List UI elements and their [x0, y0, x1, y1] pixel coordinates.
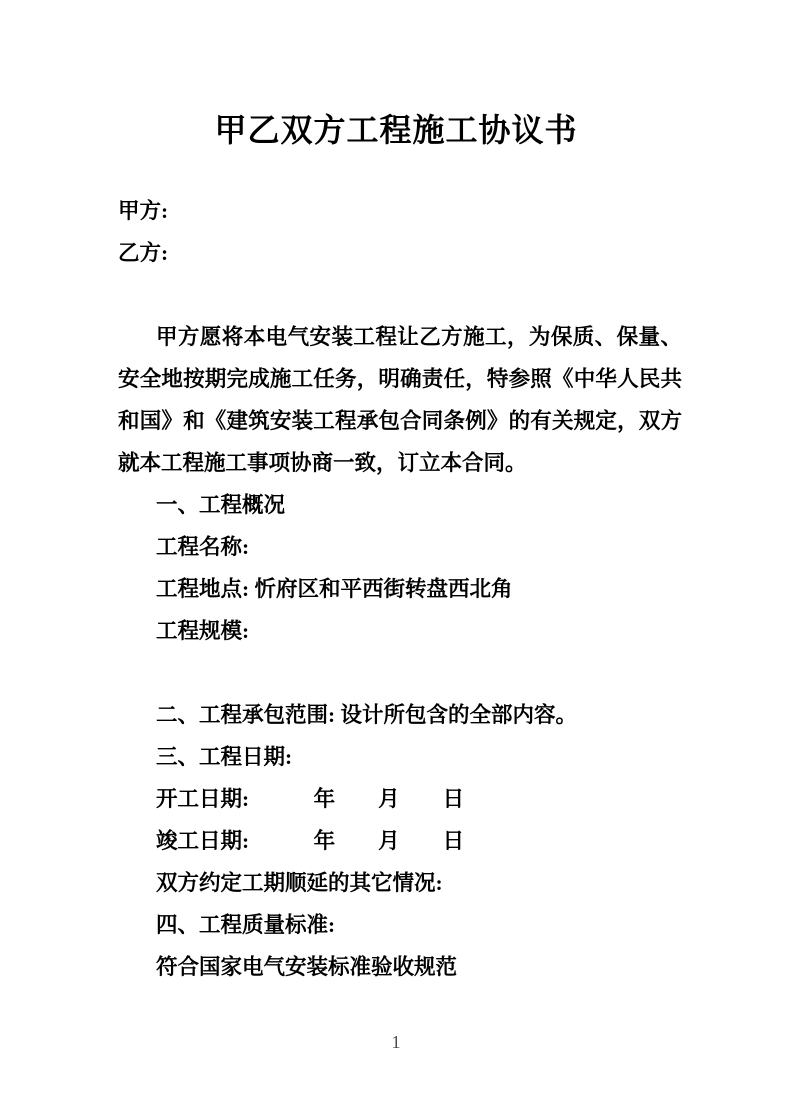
section-scope-line: 二、工程承包范围: 设计所包含的全部内容。	[156, 703, 578, 727]
party-b-line: 乙方:	[118, 241, 169, 265]
party-a-line: 甲方:	[118, 199, 169, 223]
document-title: 甲乙双方工程施工协议书	[214, 112, 578, 148]
extension-note-line: 双方约定工期顺延的其它情况:	[156, 871, 443, 895]
spacer	[118, 274, 682, 316]
document-body	[118, 190, 682, 988]
start-date-line: 开工日期: 年 月 日	[156, 787, 465, 811]
preamble-line-4: 就本工程施工事项协商一致，订立本合同。	[118, 451, 527, 475]
project-location-line: 工程地点: 忻府区和平西街转盘西北角	[156, 577, 513, 601]
project-scale-line: 工程规模:	[156, 619, 250, 643]
preamble-line-3: 和国》和《建筑安装工程承包合同条例》的有关规定，双方	[118, 409, 682, 433]
finish-date-line: 竣工日期: 年 月 日	[156, 829, 465, 853]
preamble-line-2: 安全地按期完成施工任务，明确责任，特参照《中华人民共	[118, 367, 682, 391]
page-number: 1	[391, 1032, 401, 1052]
section-overview-heading: 一、工程概况	[156, 493, 286, 517]
section-quality-heading: 四、工程质量标准:	[156, 913, 336, 937]
quality-standard-line: 符合国家电气安装标准验收规范	[156, 955, 458, 979]
project-name-line: 工程名称:	[156, 535, 250, 559]
preamble-line-1: 甲方愿将本电气安装工程让乙方施工，为保质、保量、	[156, 325, 682, 349]
spacer	[118, 652, 682, 694]
section-dates-heading: 三、工程日期:	[156, 745, 293, 769]
